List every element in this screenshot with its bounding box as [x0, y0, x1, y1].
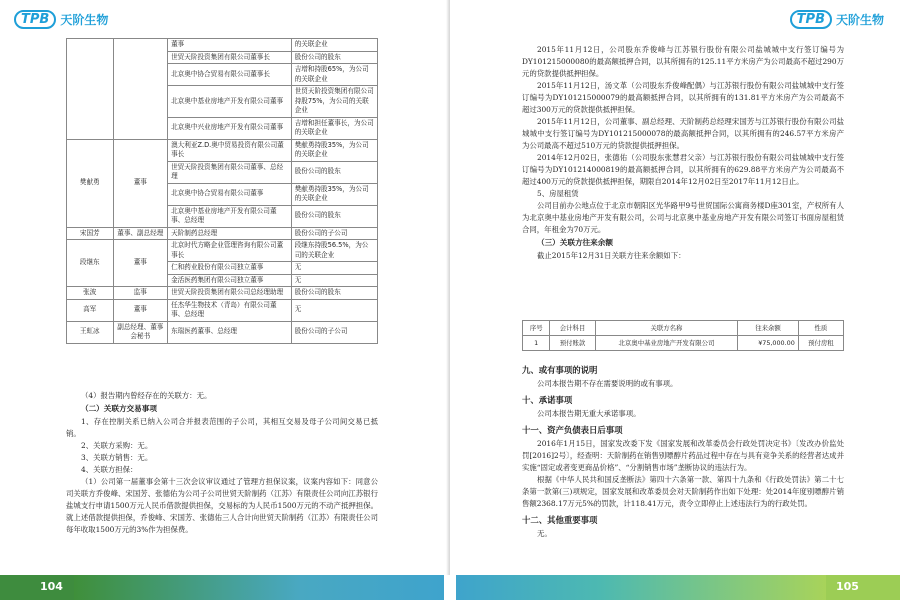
- cell-company-position: 澳大利亚Z.D.奥中贸易投资有限公司董事长: [168, 139, 292, 161]
- right-page: [450, 0, 900, 600]
- para-guarantee-detail: （1）公司第一届董事会第十三次会议审议通过了管理方担保议案，议案内容如下：同意公司关联方乔俊峰、宋国芳、张德佑为公司子公司世贸天阶制药（江苏）有限责任公司向江苏银行盐城支行申请1500万元人民币借款提供担保，交易标的为人民币1500万元的不动产抵押担保。就上述借款提供担保，乔俊峰、宋国芳、张德佑三人合计向世贸天阶制药（江苏）有限责任公司每年收取1500万元的3%作为担保费。: [66, 477, 378, 534]
- cell-relationship: 股份公司的股东: [291, 287, 377, 300]
- col-header-party: 关联方名称: [595, 321, 738, 336]
- table-row: [67, 240, 378, 262]
- cell-company-position: 任杰华生物技术（青岛）有限公司董事、总经理: [168, 299, 292, 321]
- col-header-no: 序号: [523, 321, 550, 336]
- cell-person-role: 董事: [113, 139, 168, 227]
- cell-relationship: 吉增和持股65%，为公司的关联企业: [291, 64, 377, 86]
- lease-heading: 5、房屋租赁: [537, 189, 579, 198]
- cell-company-position: 北京奥中兴业房地产开发有限公司董事: [168, 117, 292, 139]
- cell-person-name: 宋国芳: [67, 227, 114, 240]
- cell-balance: ¥75,000.00: [738, 336, 798, 351]
- footer-bar: [0, 575, 900, 600]
- cell-company-position: 世贸天阶投资集团有限公司董事长: [168, 51, 292, 64]
- cell-relationship: 无: [291, 299, 377, 321]
- cell-company-position: 北京奥中基业房地产开发有限公司董事: [168, 86, 292, 118]
- cell-person-name: 高军: [67, 299, 114, 321]
- related-party-table: [66, 38, 378, 344]
- cell-relationship: 股份公司的子公司: [291, 227, 377, 240]
- cell-account: 预付账款: [550, 336, 595, 351]
- cell-relationship: 的关联企业: [291, 39, 377, 52]
- cell-person-role: 董事、副总经理: [113, 227, 168, 240]
- cell-relationship: 世贸天阶投资集团有限公司持股75%，为公司的关联企业: [291, 86, 377, 118]
- cell-person-role: 董事: [113, 299, 168, 321]
- para-4: （4）报告期内曾经存在的关联方：无。: [81, 391, 212, 400]
- brand-logo: [14, 10, 108, 29]
- table-row: [67, 139, 378, 161]
- cell-company-position: 仁和药业股份有限公司独立董事: [168, 262, 292, 275]
- para-2: 2、关联方采购：无。: [81, 441, 153, 450]
- cell-party: 北京奥中基业房地产开发有限公司: [595, 336, 738, 351]
- cell-relationship: 吉增和担任董事长，为公司的关联企业: [291, 117, 377, 139]
- cell-person-role: [113, 39, 168, 140]
- cell-person-role: 董事: [113, 240, 168, 287]
- cell-relationship: 樊献勇持股35%，为公司的关联企业: [291, 139, 377, 161]
- heading-related-transactions: （二）关联方交易事项: [81, 404, 157, 413]
- table-row: [67, 321, 378, 343]
- left-body-text: [66, 390, 378, 536]
- cell-person-name: 张波: [67, 287, 114, 300]
- guarantee-para-1: 2015年11月12日，公司股东乔俊峰与江苏银行股份有限公司盐城城中支行签订编号为DY101215000080的最高额抵押合同，以其所拥有的125.11平方米房产为公司最高不超过290万元的贷款提供抵押担保。: [522, 45, 844, 78]
- balance-table: [522, 320, 844, 351]
- col-header-nature: 性质: [798, 321, 843, 336]
- cell-person-role: 副总经理、董事会秘书: [113, 321, 168, 343]
- cell-company-position: 北京奥中协合贸易有限公司董事: [168, 183, 292, 205]
- cell-company-position: 天阶制药总经理: [168, 227, 292, 240]
- brand-name: 天阶生物: [60, 13, 109, 27]
- cell-no: 1: [523, 336, 550, 351]
- heading-contingencies: 九、或有事项的说明: [522, 365, 598, 375]
- cell-person-name: 段继东: [67, 240, 114, 287]
- cell-person-name: 王虹冰: [67, 321, 114, 343]
- table-row: [67, 299, 378, 321]
- table-row: [67, 39, 378, 52]
- cell-person-name: 樊献勇: [67, 139, 114, 227]
- para-guarantee: 4、关联方担保：: [81, 465, 138, 474]
- table-row: [67, 227, 378, 240]
- cell-person-name: [67, 39, 114, 140]
- lease-text: 公司目前办公地点位于北京市朝阳区光华路甲9号世贸国际公寓商务楼D座301室，产权所有人为北京奥中基业房地产开发有限公司，公司与北京奥中基业房地产开发有限公司签订书面房屋租赁合同，年租金为70万元。: [522, 201, 844, 234]
- cell-relationship: 无: [291, 274, 377, 287]
- brand-mark: TPB: [14, 10, 56, 29]
- cell-relationship: 樊献勇持股35%，为公司的关联企业: [291, 183, 377, 205]
- brand-logo-right: [790, 10, 884, 29]
- heading-subsequent-events: 十一、资产负债表日后事项: [522, 425, 623, 435]
- table-row: [523, 336, 844, 351]
- right-body-text-bottom: [522, 360, 844, 540]
- cell-relationship: 股份公司的股东: [291, 161, 377, 183]
- cell-relationship: 股份公司的股东: [291, 51, 377, 64]
- cell-company-position: 世贸天阶投资集团有限公司董事、总经理: [168, 161, 292, 183]
- col-header-account: 会计科目: [550, 321, 595, 336]
- page-number-right: 105: [836, 580, 859, 593]
- cell-relationship: 段继东持股56.5%，为公司的关联企业: [291, 240, 377, 262]
- balance-heading: （三）关联方往来余额: [537, 238, 613, 247]
- heading-other-matters: 十二、其他重要事项: [522, 515, 598, 525]
- contingencies-text: 公司本报告期不存在需要说明的或有事项。: [537, 379, 678, 388]
- cell-nature: 预付房租: [798, 336, 843, 351]
- commitments-text: 公司本报告期无重大承诺事项。: [537, 409, 641, 418]
- para-3: 3、关联方销售：无。: [81, 453, 153, 462]
- cell-relationship: 股份公司的股东: [291, 205, 377, 227]
- guarantee-para-3: 2015年11月12日，公司董事、副总经理、天阶制药总经理宋国芳与江苏银行股份有限公司盐城城中支行签订编号为DY101215000078的最高额抵押合同，以其所拥有的246.57平方米房产为公司最高不超过510万元的贷款提供抵押担保。: [522, 117, 844, 150]
- cell-company-position: 董事: [168, 39, 292, 52]
- brand-mark-right: TPB: [790, 10, 832, 29]
- page-number-left: 104: [40, 580, 63, 593]
- subsequent-events-text-1: 2016年1月15日，国家发改委下发《国家发展和改革委员会行政处罚决定书》〔发改办价监处罚[2016]2号〕，经查明：天阶制药在销售别嘌醇片药品过程中存在与具有竞争关系的经营者达成并实施“固定或者变更商品价格”、“分割销售市场”垄断协议的违法行为。: [522, 439, 844, 472]
- cell-company-position: 北京时代方略企业管理咨询有限公司董事长: [168, 240, 292, 262]
- balance-table-header: [523, 321, 844, 336]
- cell-company-position: 金活医药集团有限公司独立董事: [168, 274, 292, 287]
- other-matters-text: 无。: [537, 529, 552, 538]
- cell-company-position: 东瑞医药董事、总经理: [168, 321, 292, 343]
- heading-commitments: 十、承诺事项: [522, 395, 573, 405]
- cell-relationship: 无: [291, 262, 377, 275]
- right-body-text-top: [522, 44, 844, 262]
- balance-intro: 截止2015年12月31日关联方往来余额如下：: [537, 251, 686, 260]
- brand-name-right: 天阶生物: [835, 13, 884, 27]
- cell-relationship: 股份公司的子公司: [291, 321, 377, 343]
- cell-company-position: 北京奥中基业房地产开发有限公司董事、总经理: [168, 205, 292, 227]
- cell-person-role: 监事: [113, 287, 168, 300]
- footer-gutter: [444, 575, 456, 600]
- subsequent-events-text-2: 根据《中华人民共和国反垄断法》第四十六条第一款、第四十九条和《行政处罚法》第二十七条第一款第(三)项规定，国家发展和改革委员会对天阶制药作出如下处理：处2014年度别嘌醇片销售额2368.17万元5%的罚款，计118.41万元，责令立即停止上述违法行为的行政处罚。: [522, 475, 844, 508]
- guarantee-para-4: 2014年12月02日，张德佑（公司股东张慧君父亲）与江苏银行股份有限公司盐城城中支行签订编号为DY101214000819的最高额抵押合同，以其所拥有的629.88平方米房产为公司最高不超过400万元的贷款提供抵押担保，期限自2014年12月02日至2017年11月12日止。: [522, 153, 844, 186]
- cell-company-position: 北京奥中协合贸易有限公司董事长: [168, 64, 292, 86]
- para-1: 1、存在控制关系已纳入公司合并报表范围的子公司，其相互交易及母子公司间交易已抵销。: [66, 417, 378, 438]
- guarantee-para-2: 2015年11月12日，汤文革（公司股东乔俊峰配偶）与江苏银行股份有限公司盐城城中支行签订编号为DY101215000079的最高额抵押合同，以其所拥有的131.81平方米房产为公司最高不超过300万元的贷款提供抵押担保。: [522, 81, 844, 114]
- cell-company-position: 世贸天阶投资集团有限公司总经理助理: [168, 287, 292, 300]
- table-row: [67, 287, 378, 300]
- col-header-balance: 往来余额: [738, 321, 798, 336]
